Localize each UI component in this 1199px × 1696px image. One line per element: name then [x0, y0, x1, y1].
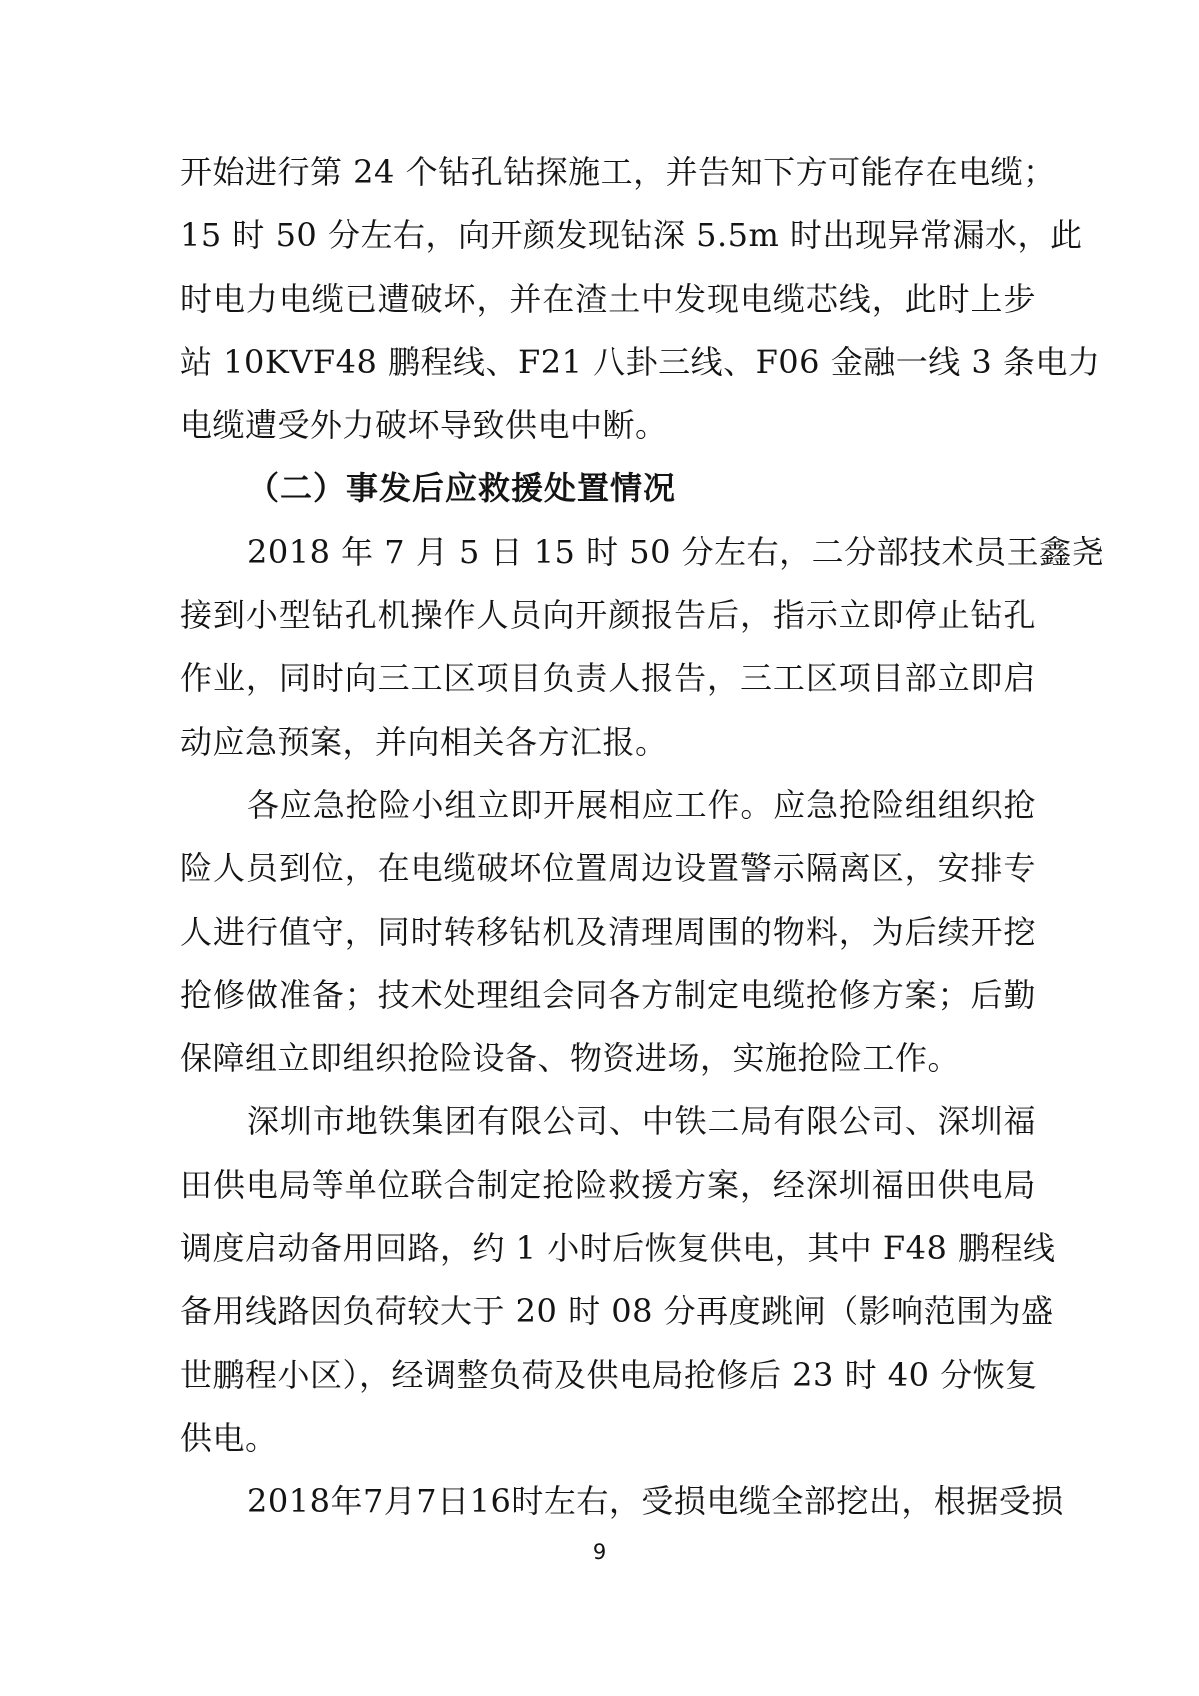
page-number: 9 — [592, 1540, 607, 1564]
text-line: 2018 年 7 月 5 日 15 时 50 分左右，二分部技术员王鑫尧 — [247, 532, 1105, 571]
text-line: 抢修做准备；技术处理组会同各方制定电缆抢修方案；后勤 — [180, 975, 1036, 1014]
text-line: 人进行值守，同时转移钻机及清理周围的物料，为后续开挖 — [180, 912, 1036, 951]
text-line: 深圳市地铁集团有限公司、中铁二局有限公司、深圳福 — [247, 1102, 1036, 1141]
page-body-text — [180, 141, 1105, 1534]
text-line: 2018年7月7日16时左右，受损电缆全部挖出，根据受损 — [247, 1482, 1064, 1521]
text-line: 备用线路因负荷较大于 20 时 08 分再度跳闸（影响范围为盛 — [180, 1292, 1054, 1331]
text-line: 站 10KVF48 鹏程线、F21 八卦三线、F06 金融一线 3 条电力 — [180, 342, 1101, 381]
section-heading-paragraph — [180, 457, 1036, 520]
text-line: 接到小型钻孔机操作人员向开颜报告后，指示立即停止钻孔 — [180, 596, 1036, 635]
paragraph — [180, 1090, 1056, 1470]
paragraph — [180, 774, 1036, 1090]
text-line: 电缆遭受外力破坏导致供电中断。 — [180, 406, 668, 445]
text-line: 田供电局等单位联合制定抢险救援方案，经深圳福田供电局 — [180, 1165, 1036, 1204]
text-line: 动应急预案，并向相关各方汇报。 — [180, 722, 668, 761]
paragraph-continues-next-page — [180, 1470, 1064, 1533]
text-line: 15 时 50 分左右，向开颜发现钻深 5.5m 时出现异常漏水，此 — [180, 216, 1083, 255]
text-line: 供电。 — [180, 1418, 278, 1457]
text-line: 开始进行第 24 个钻孔钻探施工，并告知下方可能存在电缆； — [180, 153, 1056, 191]
text-line: 保障组立即组织抢险设备、物资进场，实施抢险工作。 — [180, 1039, 961, 1078]
text-line: 险人员到位，在电缆破坏位置周边设置警示隔离区，安排专 — [180, 849, 1036, 888]
section-heading: （二）事发后应救援处置情况 — [247, 469, 677, 508]
text-line: 世鹏程小区），经调整负荷及供电局抢修后 23 时 40 分恢复 — [180, 1355, 1038, 1394]
paragraph — [180, 521, 1105, 774]
text-line: 调度启动备用回路，约 1 小时后恢复供电，其中 F48 鹏程线 — [180, 1229, 1056, 1268]
text-line: 时电力电缆已遭破坏，并在渣土中发现电缆芯线，此时上步 — [180, 279, 1036, 318]
paragraph-continued — [180, 141, 1101, 457]
text-line: 各应急抢险小组立即开展相应工作。应急抢险组组织抢 — [247, 785, 1036, 824]
text-line: 作业，同时向三工区项目负责人报告，三工区项目部立即启 — [180, 659, 1036, 698]
